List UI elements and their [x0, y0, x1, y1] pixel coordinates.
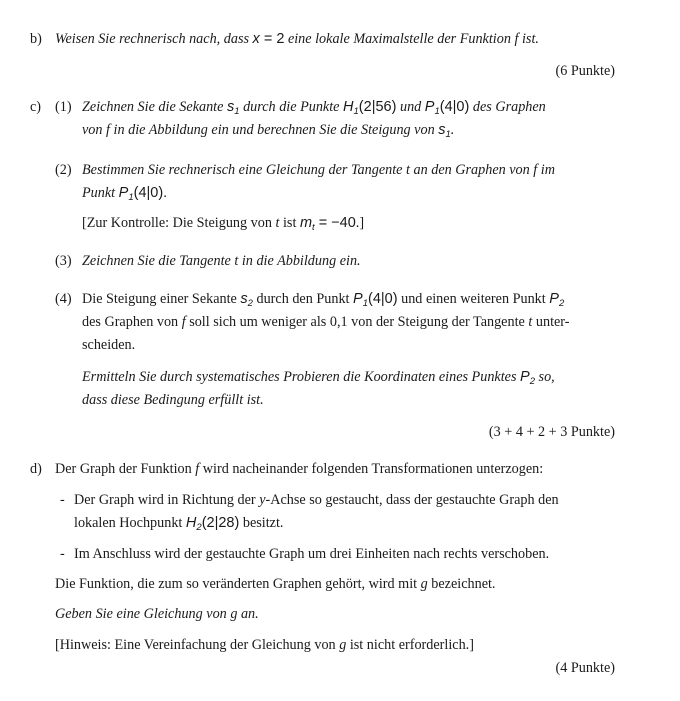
math-P2: $P_2$: [520, 369, 535, 387]
math-t: t: [406, 162, 410, 178]
text: Der Graph der Funktion: [55, 461, 192, 477]
text: bezeichnet.: [431, 576, 496, 592]
text: [Zur Kontrolle: Die Steigung von: [82, 215, 272, 231]
math-s1: $s_1$: [438, 122, 451, 140]
d-text: [55, 575, 495, 593]
text: und einen weiteren Punkt: [401, 291, 546, 307]
c2-check: [82, 214, 364, 237]
math-f: f: [106, 122, 110, 138]
text: soll sich um weniger als 0,1 von der Steigung der Tangente: [189, 314, 525, 330]
math-g: g: [339, 637, 347, 653]
c2-num: (2): [55, 162, 72, 178]
c2-line2: [82, 184, 167, 207]
text: lokalen Hochpunkt: [74, 515, 183, 531]
text: an.: [240, 606, 259, 622]
text: ist: [282, 215, 297, 231]
text: ist.: [521, 31, 539, 47]
text: Weisen Sie rechnerisch nach, dass: [55, 31, 249, 47]
text: durch die Punkte: [243, 99, 340, 115]
math-H1: $H_1$: [343, 99, 359, 117]
math-t: t: [275, 215, 280, 231]
text: Ermitteln Sie durch systematisches Probieren die Koordinaten eines Punktes: [82, 369, 517, 385]
math-g: g: [420, 576, 428, 592]
d-b1-line2: [74, 514, 283, 537]
math-val: = −40: [314, 215, 356, 231]
math-f: f: [533, 162, 538, 178]
text: -Achse so gestaucht, dass der gestauchte Graph den: [265, 492, 559, 508]
text: des Graphen von: [82, 314, 179, 330]
d-bullet-2: -: [60, 546, 65, 562]
part-d-label: d): [30, 461, 42, 477]
text: Die Steigung einer Sekante: [82, 291, 237, 307]
text: Zeichnen Sie die Tangente: [82, 253, 231, 269]
d-bullet-1: -: [60, 492, 65, 508]
math-coord: (4|0).: [133, 185, 168, 201]
c4-line2: [82, 313, 569, 331]
text: von: [82, 122, 103, 138]
c4-num: (4): [55, 291, 72, 307]
text: in die Abbildung ein.: [241, 253, 361, 269]
math-x: x: [252, 31, 260, 47]
math-s2: $s_2$: [240, 291, 253, 309]
c4-task2: dass diese Bedingung erfüllt ist.: [82, 392, 264, 408]
math-y: y: [259, 492, 266, 508]
math-eq: = 2: [259, 31, 285, 47]
math-P1: $P_1$: [353, 291, 368, 309]
text: durch den Punkt: [256, 291, 350, 307]
d-intro: [55, 460, 543, 478]
text: .]: [355, 215, 365, 231]
math-f: f: [514, 31, 519, 47]
text: wird nacheinander folgenden Transformationen unterzogen:: [202, 461, 544, 477]
text: ist nicht erforderlich.]: [349, 637, 474, 653]
part-d-points: (4 Punkte): [555, 660, 615, 676]
text: Die Funktion, die zum so veränderten Graphen gehört, wird mit: [55, 576, 418, 592]
part-b-points: (6 Punkte): [555, 63, 615, 79]
text: und: [399, 99, 422, 115]
text: .: [450, 122, 455, 138]
math-coord: (4|0): [439, 99, 470, 115]
c1-num: (1): [55, 99, 72, 115]
text: besitzt.: [242, 515, 284, 531]
text: Zeichnen Sie die Sekante: [82, 99, 224, 115]
math-H2: $H_2$: [185, 515, 202, 533]
d-hint: [55, 636, 474, 654]
math-g: g: [230, 606, 238, 622]
math-coord: (4|0): [368, 291, 398, 307]
math-f: f: [181, 314, 186, 330]
c1-line2: [82, 121, 454, 144]
text: so,: [538, 369, 555, 385]
part-b-line1: [55, 30, 539, 48]
text: [Hinweis: Eine Vereinfachung der Gleichung von: [55, 637, 336, 653]
math-f: f: [195, 461, 200, 477]
math-s1: $s_1$: [226, 99, 240, 117]
c4-line3: scheiden.: [82, 337, 136, 353]
part-c-points: (3 + 4 + 2 + 3 Punkte): [488, 424, 615, 440]
d-b2: Im Anschluss wird der gestauchte Graph um drei Einheiten nach rechts verschoben.: [74, 546, 550, 562]
c2-line1: [82, 161, 555, 179]
text: an den Graphen von: [413, 162, 530, 178]
math-t: t: [234, 253, 239, 269]
math-P2: $P_2$: [549, 291, 565, 309]
c1-line1: [82, 98, 546, 121]
text: Geben Sie eine Gleichung von: [55, 606, 227, 622]
c4-line1: [82, 290, 564, 313]
math-coord: (2|56): [358, 99, 397, 115]
d-b1-line1: [74, 491, 559, 509]
text: eine lokale Maximalstelle der Funktion: [287, 31, 511, 47]
text: des Graphen: [472, 99, 546, 115]
math-t: t: [528, 314, 533, 330]
text: im: [540, 162, 555, 178]
math-mt: $m_t$: [299, 215, 315, 233]
text: unter-: [535, 314, 570, 330]
part-b-label: b): [30, 31, 42, 47]
text: Der Graph wird in Richtung der: [74, 492, 256, 508]
text: Punkt: [82, 185, 116, 201]
c3-num: (3): [55, 253, 72, 269]
c3-line: [82, 252, 361, 270]
part-c-label: c): [30, 99, 42, 115]
text: Bestimmen Sie rechnerisch eine Gleichung der Tangente: [82, 162, 403, 178]
text: in die Abbildung ein und berechnen Sie die Steigung von: [113, 122, 435, 138]
c4-task1: [82, 368, 555, 391]
d-task: [55, 605, 259, 623]
math-coord: (2|28): [201, 515, 240, 531]
math-P1: $P_1$: [118, 185, 134, 203]
math-P1: $P_1$: [424, 99, 440, 117]
